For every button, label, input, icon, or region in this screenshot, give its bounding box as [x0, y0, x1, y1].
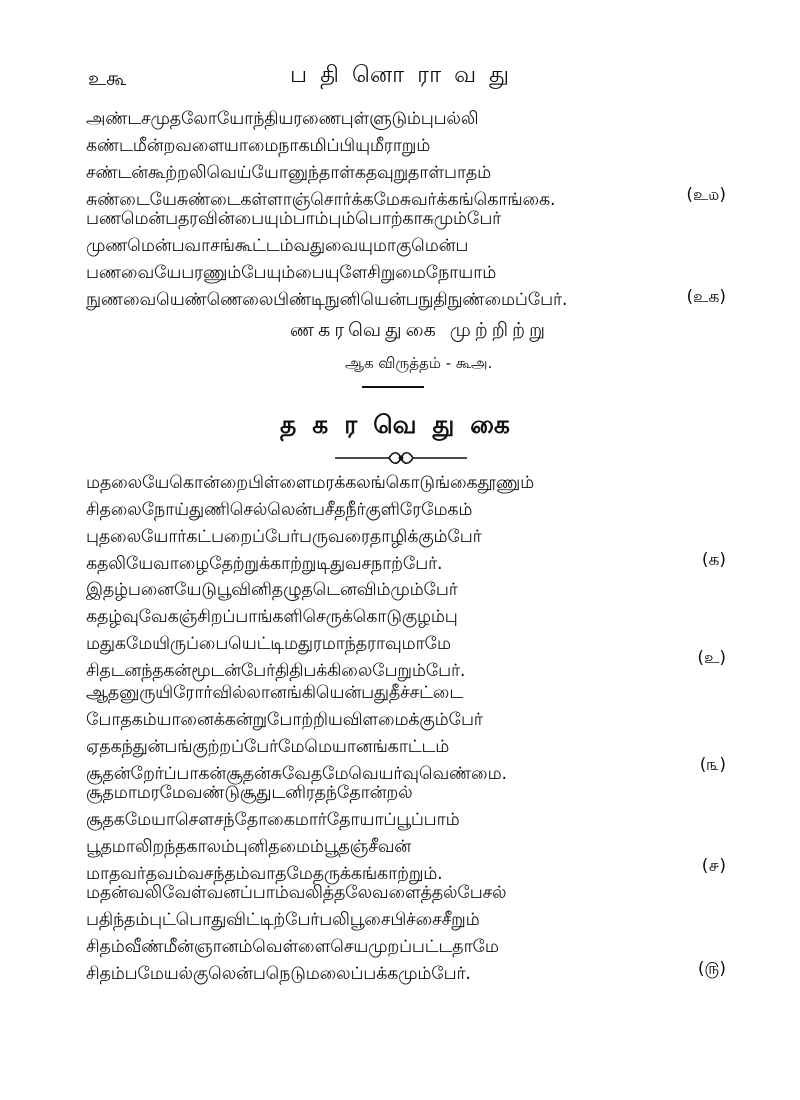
stanza-1 — [86, 470, 726, 578]
page-number: உகூ — [88, 66, 127, 90]
verse-number: (௩) — [699, 755, 726, 775]
verse-number: (௫) — [697, 959, 726, 979]
stanza-21 — [86, 206, 726, 314]
verse-line: சூதன்றேர்ப்பாகன்சூதன்சுவேதமேவெயர்வுவெண்மை. — [86, 764, 507, 784]
verse-line: சூதகமேயாசௌசந்தோகைமார்தோயாப்பூப்பாம் — [86, 810, 460, 830]
verse-line: பணமென்பதரவின்பையும்பாம்பும்பொற்காசுமும்பேர் — [86, 209, 502, 229]
verse-line: கதழ்வுவேகஞ்சிறப்பாங்களிசெருக்கொடுகுழம்பு — [86, 607, 458, 627]
stanza-20 — [86, 106, 726, 214]
stanza-3 — [86, 680, 726, 788]
verse-line: மதுகமேயிருப்பையெட்டிமதுரமாந்தராவுமாமே — [86, 634, 451, 654]
section-end-note: ணகரவெதுகை முற்றிற்று — [290, 319, 549, 341]
verse-line: பதிந்தம்புட்பொதுவிட்டிற்பேர்பலிபூசைபிச்சைசீறும் — [86, 910, 480, 930]
verse-line: இதழ்பனையேடுபூவினிதழுதடெனவிம்மும்பேர் — [86, 580, 458, 600]
flourish-ornament-icon — [331, 448, 471, 468]
verse-line: நுணவையெண்ணெலைபிண்டிநுனியென்பநுதிநுண்மைப்பேர். — [86, 290, 568, 310]
running-title: பதினொராவது — [290, 62, 523, 88]
verse-line: சண்டன்கூற்றலிவெய்யோனுந்தாள்கதவுறுதாள்பாதம் — [86, 163, 492, 183]
verse-number: (உக) — [686, 287, 726, 307]
verse-line: பணவையேபரணும்பேயும்பையுளேசிறுமைநோயாம் — [86, 263, 497, 283]
verse-line: மாதவர்தவம்வசந்தம்வாதமேதருக்கங்காற்றும். — [86, 864, 443, 884]
verse-line: முணமென்பவாசங்கூட்டம்வதுவையுமாகுமென்ப — [86, 236, 469, 256]
verse-line: ஏதகந்துன்பங்குற்றப்பேர்மேமெயானங்காட்டம் — [86, 737, 450, 757]
verse-line: அண்டசமுதலோயோந்தியரணைபுள்ளுடும்புபல்லி — [86, 109, 479, 129]
verse-number: (உ) — [697, 648, 726, 668]
verse-line: சிதம்பமேயல்குலென்பநெடுமலைப்பக்கமும்பேர். — [86, 964, 471, 984]
verse-line: பூதமாலிறந்தகாலம்புனிதமைம்பூதஞ்சீவன் — [86, 837, 412, 857]
section-title: தகரவெதுகை — [280, 410, 526, 439]
verse-line: சுண்டையேசுண்டைகள்ளாஞ்சொர்க்கமேசுவர்க்கங்கொங்கை. — [86, 190, 556, 210]
stanza-4 — [86, 780, 726, 888]
verse-line: சூதமாமரமேவண்டுசூதுடனிரதந்தோன்றல் — [86, 783, 413, 803]
verse-number: (௪) — [701, 856, 726, 876]
verse-line: சிதலைநோய்துணிசெல்லென்பசீதநீர்குளிரேமேகம் — [86, 500, 473, 520]
verse-line: சிதம்வீண்மீன்ஞானம்வெள்ளைசெயமுறப்பட்டதாமே — [86, 937, 499, 957]
verse-line: சிதடனந்தகன்மூடன்பேர்திதிபக்கிலைபேறும்பேர். — [86, 661, 466, 681]
verse-line: கதலியேவாழைதேற்றுக்காற்றுடிதுவசநாற்பேர். — [86, 554, 443, 574]
verse-line: மதன்வலிவேள்வனப்பாம்வலித்தலேவளைத்தல்பேசல் — [86, 883, 507, 903]
verse-line: கண்டமீன்றவளையாமைநாகமிப்பியுமீராறும் — [86, 136, 431, 156]
verse-line: ஆதனுருயிரோர்வில்லானங்கியென்பதுதீச்சட்டை — [86, 683, 464, 703]
verse-line: போதகம்யானைக்கன்றுபோற்றியவிளமைக்கும்பேர் — [86, 710, 483, 730]
stanza-2 — [86, 577, 726, 685]
verse-number: (க) — [701, 550, 726, 570]
section-divider — [362, 386, 424, 388]
stanza-5 — [86, 880, 726, 988]
verse-line: மதலையேகொன்றைபிள்ளைமரக்கலங்கொடுங்கைதூணும் — [86, 473, 535, 493]
stanza-total-note: ஆக விருத்தம் - கூஅ. — [345, 354, 493, 372]
verse-line: புதலையோர்கட்பறைப்பேர்பருவரைதாழிக்கும்பேர் — [86, 527, 482, 547]
verse-number: (உ௰) — [686, 185, 726, 205]
